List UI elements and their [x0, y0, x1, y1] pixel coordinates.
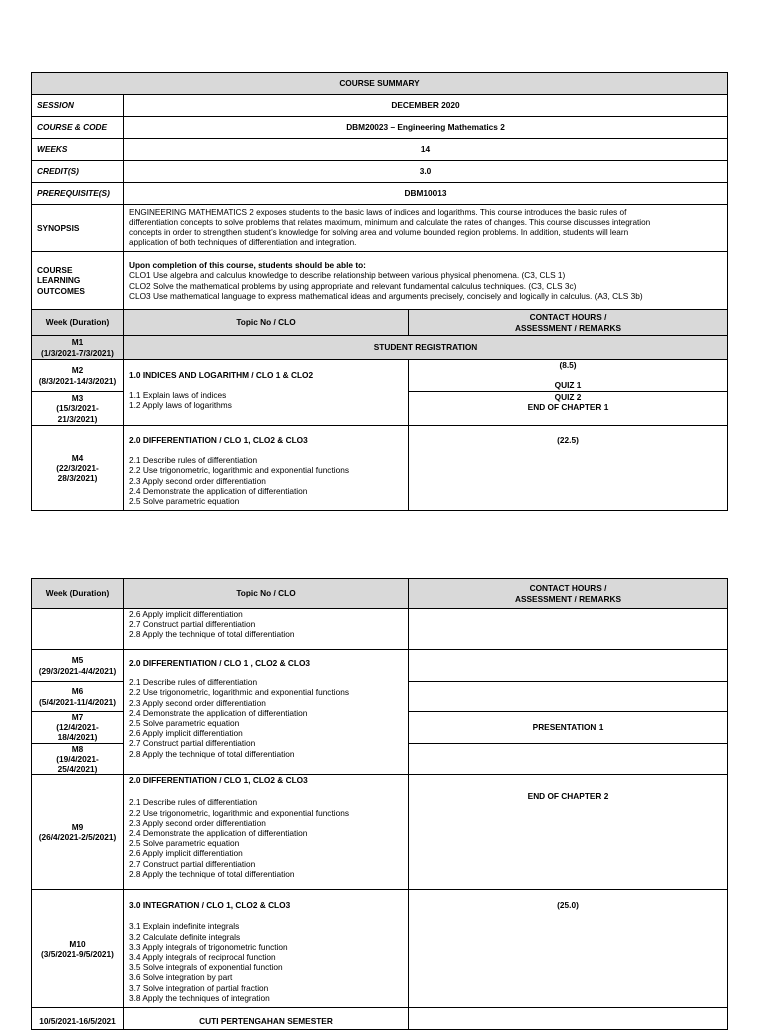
- contact-header-line: CONTACT HOURS /: [529, 312, 607, 323]
- subtopic: 2.3 Apply second order differentiation: [129, 817, 266, 828]
- credits-value: 3.0: [124, 161, 728, 183]
- session-value: DECEMBER 2020: [124, 95, 728, 117]
- week-column-header: Week (Duration): [32, 310, 124, 336]
- week-number: M1: [71, 337, 84, 348]
- subtopic: 2.5 Solve parametric equation: [129, 496, 240, 507]
- m4-remarks: (22.5): [409, 426, 728, 511]
- week-number: M5: [71, 655, 84, 666]
- mid-semester-break: CUTI PERTENGAHAN SEMESTER: [124, 1008, 409, 1030]
- subtopic: 2.4 Demonstrate the application of differentiation: [129, 485, 308, 496]
- subtopic: 2.7 Construct partial differentiation: [129, 858, 256, 869]
- synopsis-line: differentiation concepts to solve problems that relates maximum, minimum and calculate the rates of changes. This course discusses integration: [129, 218, 651, 227]
- subtopic: 3.8 Apply the techniques of integration: [129, 992, 270, 1003]
- week-dates: (1/3/2021-7/3/2021): [41, 347, 114, 358]
- synopsis-label: SYNOPSIS: [32, 205, 124, 252]
- week-number: M6: [71, 686, 84, 697]
- subtopic: 2.6 Apply implicit differentiation: [129, 609, 243, 619]
- prerequisite-label: PREREQUISITE(S): [32, 183, 124, 205]
- subtopic: 3.3 Apply integrals of trigonometric function: [129, 941, 288, 952]
- week-number: M7: [71, 712, 84, 722]
- m8-remarks: [409, 743, 728, 775]
- mid-semester-dates: 10/5/2021-16/5/2021: [32, 1008, 124, 1030]
- synopsis-line: concepts in order to strengthen student’s knowledge for solving area and volume bounded region problems. In addition, students will learn: [129, 228, 629, 237]
- subtopic: 2.2 Use trigonometric, logarithmic and exponential functions: [129, 807, 349, 818]
- subtopic: 2.2 Use trigonometric, logarithmic and exponential functions: [129, 465, 349, 476]
- synopsis-line: ENGINEERING MATHEMATICS 2 exposes students to the basic laws of indices and logarithms. This course introduces the basic rules of: [129, 208, 627, 217]
- week-dates: (26/4/2021-2/5/2021): [38, 832, 117, 843]
- week-dates: (12/4/2021-18/4/2021): [56, 722, 99, 743]
- week-column-header: Week (Duration): [32, 579, 124, 609]
- assessment: QUIZ 1: [554, 380, 582, 391]
- m2-remarks: [409, 360, 728, 392]
- week-dates: (8/3/2021-14/3/2021): [38, 375, 117, 386]
- subtopic: 2.1 Describe rules of differentiation: [129, 455, 258, 466]
- course-code-value: DBM20023 – Engineering Mathematics 2: [124, 117, 728, 139]
- subtopic: 3.1 Explain indefinite integrals: [129, 921, 240, 932]
- m5-remarks: [409, 650, 728, 682]
- week-number: M2: [71, 365, 84, 376]
- subtopic: 3.2 Calculate definite integrals: [129, 931, 241, 942]
- m9-remarks: END OF CHAPTER 2: [409, 775, 728, 890]
- outcome-item: CLO3 Use mathematical language to express mathematical ideas and arguments precisely, concisely and logically in calculus. (A3, CLS 3b): [129, 290, 643, 301]
- subtopic: 2.5 Solve parametric equation: [129, 718, 240, 729]
- subtopic: 2.6 Apply implicit differentiation: [129, 728, 243, 739]
- subtopic: 3.6 Solve integration by part: [129, 972, 233, 983]
- contact-header-line: CONTACT HOURS /: [529, 583, 607, 594]
- subtopic: 3.7 Solve integration of partial fraction: [129, 982, 269, 993]
- continuation-topic-cell: [124, 609, 409, 650]
- week-number: M3: [71, 393, 84, 404]
- week-dates: (3/5/2021-9/5/2021): [41, 948, 114, 959]
- subtopic: 1.1 Explain laws of indices: [129, 390, 227, 401]
- week-number: M4: [71, 452, 84, 463]
- topic-title: 2.0 DIFFERENTIATION / CLO 1 , CLO2 & CLO3: [129, 658, 311, 668]
- contact-column-header: [409, 579, 728, 609]
- contact-column-header: [409, 310, 728, 336]
- prerequisite-value: DBM10013: [124, 183, 728, 205]
- outcomes-label: COURSE LEARNING OUTCOMES: [32, 252, 124, 310]
- subtopic: 1.2 Apply laws of logarithms: [129, 400, 232, 411]
- subtopic: 2.3 Apply second order differentiation: [129, 697, 266, 708]
- week-dates: (15/3/2021-21/3/2021): [56, 403, 99, 424]
- topic-title: 1.0 INDICES AND LOGARITHM / CLO 1 & CLO2: [129, 370, 314, 380]
- week-dates: (29/3/2021-4/4/2021): [38, 665, 117, 676]
- week-dates: (19/4/2021-25/4/2021): [56, 753, 99, 775]
- topic-title: 2.0 DIFFERENTIATION / CLO 1, CLO2 & CLO3: [129, 775, 308, 786]
- m10-remarks: (25.0): [409, 890, 728, 1008]
- session-label: SESSION: [32, 95, 124, 117]
- subtopic: 2.1 Describe rules of differentiation: [129, 677, 258, 688]
- week-m1: [32, 336, 124, 360]
- week-dates: (5/4/2021-11/4/2021): [38, 696, 117, 707]
- subtopic: 3.4 Apply integrals of reciprocal function: [129, 952, 276, 963]
- m3-remarks: [409, 392, 728, 426]
- week-m2: [32, 360, 124, 392]
- outcomes-intro: Upon completion of this course, students should be able to:: [129, 260, 366, 271]
- course-summary-title: COURSE SUMMARY: [32, 73, 728, 95]
- mid-semester-remarks: [409, 1008, 728, 1030]
- assessment: QUIZ 2: [554, 392, 582, 402]
- topic-m9-cell: [124, 775, 409, 890]
- topic-m5-m8-cell: [124, 650, 409, 775]
- week-m9: [32, 775, 124, 890]
- week-m7: [32, 712, 124, 744]
- contact-header-line: ASSESSMENT / REMARKS: [514, 593, 622, 604]
- assessment: END OF CHAPTER 1: [527, 402, 609, 413]
- subtopic: 2.1 Describe rules of differentiation: [129, 797, 258, 808]
- course-code-label: COURSE & CODE: [32, 117, 124, 139]
- week-dates: (22/3/2021-28/3/2021): [56, 462, 99, 484]
- week-m5: [32, 650, 124, 682]
- credits-label: CREDIT(S): [32, 161, 124, 183]
- subtopic: 2.8 Apply the technique of total differentiation: [129, 868, 295, 879]
- subtopic: 2.4 Demonstrate the application of differentiation: [129, 707, 308, 718]
- week-m3: [32, 392, 124, 426]
- student-registration: STUDENT REGISTRATION: [124, 336, 728, 360]
- subtopic: 2.6 Apply implicit differentiation: [129, 848, 243, 859]
- outcome-item: CLO1 Use algebra and calculus knowledge to describe relationship between various physical phenomena. (C3, CLS 1): [129, 270, 566, 281]
- week-number: M8: [71, 743, 84, 754]
- weeks-value: 14: [124, 139, 728, 161]
- m6-remarks: [409, 682, 728, 712]
- subtopic: 2.3 Apply second order differentiation: [129, 475, 266, 486]
- weeks-label: WEEKS: [32, 139, 124, 161]
- week-number: M9: [71, 822, 84, 833]
- contact-hours: (8.5): [559, 360, 577, 370]
- synopsis-line: application of both techniques of differentiation and integration.: [129, 238, 357, 247]
- synopsis-text: [124, 205, 728, 252]
- schedule-table-continued: [31, 578, 728, 1030]
- topic-column-header: Topic No / CLO: [124, 579, 409, 609]
- topic-1-cell: [124, 360, 409, 426]
- topic-column-header: Topic No / CLO: [124, 310, 409, 336]
- topic-3-cell: [124, 890, 409, 1008]
- week-m6: [32, 682, 124, 712]
- subtopic: 2.7 Construct partial differentiation: [129, 619, 256, 630]
- outcomes-text: [124, 252, 728, 310]
- subtopic: 3.5 Solve integrals of exponential function: [129, 962, 283, 973]
- contact-header-line: ASSESSMENT / REMARKS: [514, 322, 622, 333]
- week-m8: [32, 743, 124, 775]
- subtopic: 2.5 Solve parametric equation: [129, 838, 240, 849]
- subtopic: 2.4 Demonstrate the application of differentiation: [129, 828, 308, 839]
- subtopic: 2.7 Construct partial differentiation: [129, 738, 256, 749]
- topic-title: 2.0 DIFFERENTIATION / CLO 1, CLO2 & CLO3: [129, 435, 308, 445]
- continuation-remarks-cell: [409, 609, 728, 650]
- subtopic: 2.8 Apply the technique of total differentiation: [129, 629, 295, 640]
- topic-2-cell: [124, 426, 409, 511]
- week-m4: [32, 426, 124, 511]
- subtopic: 2.8 Apply the technique of total differentiation: [129, 748, 295, 759]
- week-m10: [32, 890, 124, 1008]
- course-summary-table: [31, 72, 728, 511]
- continuation-week-cell: [32, 609, 124, 650]
- topic-title: 3.0 INTEGRATION / CLO 1, CLO2 & CLO3: [129, 900, 291, 911]
- m7-remarks: PRESENTATION 1: [409, 712, 728, 744]
- outcome-item: CLO2 Solve the mathematical problems by using appropriate and relevant fundamental calculus techniques. (C3, CLS 3c): [129, 280, 577, 291]
- week-number: M10: [69, 938, 86, 949]
- subtopic: 2.2 Use trigonometric, logarithmic and exponential functions: [129, 687, 349, 698]
